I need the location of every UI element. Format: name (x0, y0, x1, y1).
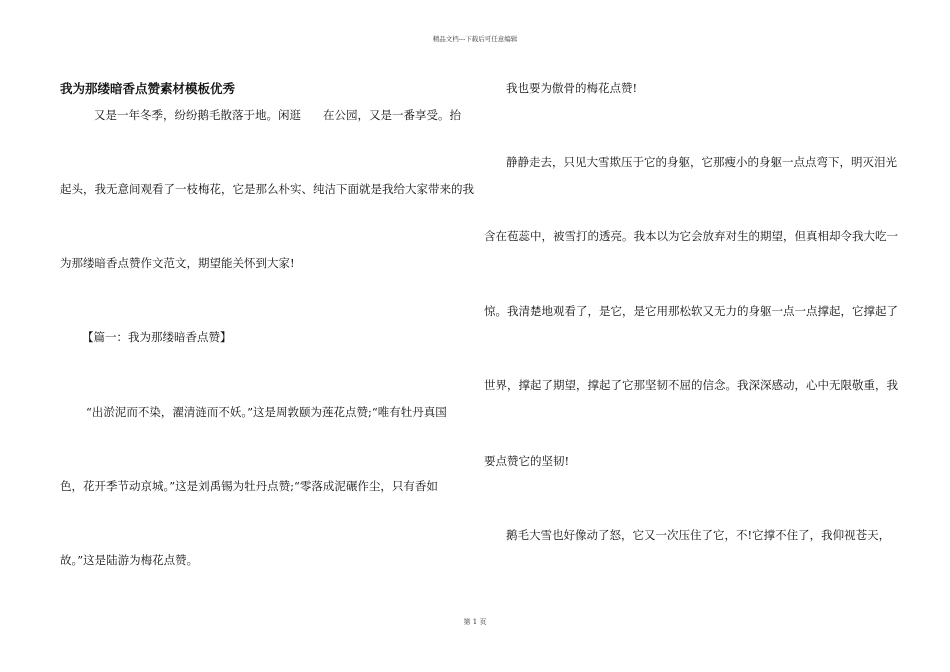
page-footer: 第 1 页 (463, 618, 487, 626)
right-line-6: 要点赞它的坚韧! (484, 454, 570, 468)
paragraph-2-line-3: 故。”这是陆游为梅花点赞。 (60, 553, 199, 567)
paragraph-1-line-3: 为那缕暗香点赞作文范文，期望能关怀到大家! (60, 256, 295, 270)
article-title: 我为那缕暗香点赞素材模板优秀 (60, 81, 236, 96)
right-line-5: 世界，撑起了期望，撑起了它那坚韧不屈的信念。我深深感动，心中无限敬重，我 (484, 378, 898, 392)
right-line-7: 鹅毛大雪也好像动了怒，它又一次压住了它，不!它撑不住了，我仰视苍天， (506, 528, 891, 542)
paragraph-1-line-1-b: 在公园，又是一番享受。抬 (323, 108, 461, 122)
paragraph-2-line-2: 色，花开季节动京城。”这是刘禹锡为牡丹点赞;“零落成泥碾作尘，只有香如 (60, 479, 438, 493)
right-line-3: 含在苞蕊中，被雪打的透亮。我本以为它会放弃对生的期望，但真相却令我大吃一 (484, 229, 898, 243)
page-header: 精品文档---下载后可任意编辑 (432, 35, 518, 43)
right-line-1: 我也要为傲骨的梅花点赞! (506, 81, 638, 95)
paragraph-1-line-1-a: 又是一年冬季，纷纷鹅毛散落于地。闲逛 (94, 108, 301, 122)
right-line-4: 惊。我清楚地观看了，是它，是它用那松软又无力的身躯一点一点撑起，它撑起了 (484, 304, 898, 318)
section-heading: 【篇一：我为那缕暗香点赞】 (82, 330, 232, 344)
right-line-2: 静静走去，只见大雪欺压于它的身躯，它那瘦小的身躯一点点弯下，明灭泪光 (506, 155, 897, 169)
paragraph-1-line-2: 起头，我无意间观看了一枝梅花，它是那么朴实、纯洁下面就是我给大家带来的我 (60, 182, 474, 196)
paragraph-2-line-1: “出淤泥而不染，濯清涟而不妖。”这是周敦颐为莲花点赞;“唯有牡丹真国 (86, 405, 447, 419)
paragraph-1-line-1 (94, 108, 461, 122)
